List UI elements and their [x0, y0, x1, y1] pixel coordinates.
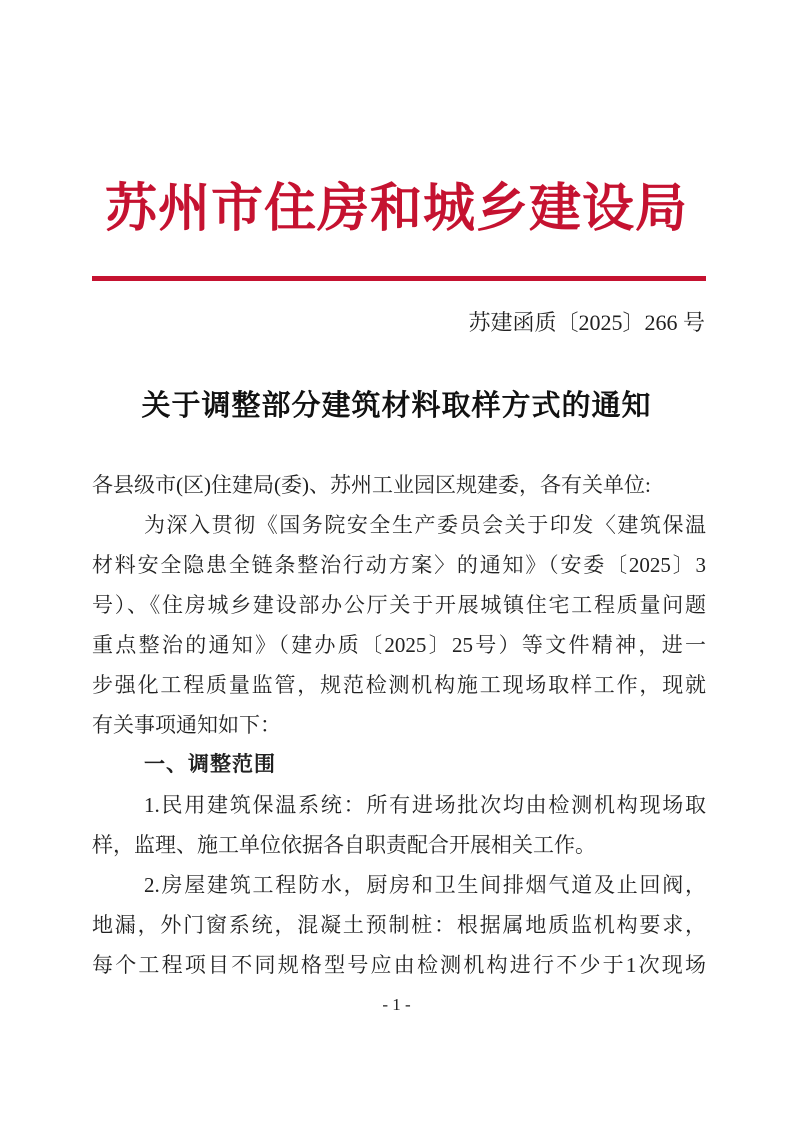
- body-line-12: 地漏，外门窗系统，混凝土预制桩：根据属地质监机构要求，: [92, 913, 706, 937]
- red-divider-line: [92, 276, 706, 281]
- body-line-13: 每个工程项目不同规格型号应由检测机构进行不少于1次现场: [92, 953, 706, 977]
- document-title: 关于调整部分建筑材料取样方式的通知: [141, 390, 652, 422]
- body-line-8: 一、调整范围: [144, 753, 276, 776]
- document-body: [92, 465, 706, 985]
- body-line-1: 各县级市(区)住建局(委)、苏州工业园区规建委，各有关单位:: [92, 473, 651, 497]
- body-line-6: 步强化工程质量监管，规范检测机构施工现场取样工作，现就: [92, 673, 706, 697]
- document-number: 苏建函质〔2025〕266 号: [468, 310, 705, 335]
- body-line-3: 材料安全隐患全链条整治行动方案〉的通知》（安委〔2025〕3: [92, 553, 706, 577]
- agency-header-title: 苏州市住房和城乡建设局: [104, 181, 688, 238]
- body-line-5: 重点整治的通知》（建办质〔2025〕25号）等文件精神，进一: [92, 633, 706, 657]
- body-line-2: 为深入贯彻《国务院安全生产委员会关于印发〈建筑保温: [144, 513, 706, 537]
- body-line-10: 样，监理、施工单位依据各自职责配合开展相关工作。: [92, 833, 596, 857]
- body-line-11: 2.房屋建筑工程防水，厨房和卫生间排烟气道及止回阀，: [144, 873, 706, 897]
- body-line-4: 号）、《住房城乡建设部办公厅关于开展城镇住宅工程质量问题: [92, 593, 706, 617]
- body-line-7: 有关事项通知如下：: [92, 713, 281, 737]
- body-line-9: 1.民用建筑保温系统：所有进场批次均由检测机构现场取: [144, 793, 706, 817]
- page-number: - 1 -: [382, 995, 411, 1014]
